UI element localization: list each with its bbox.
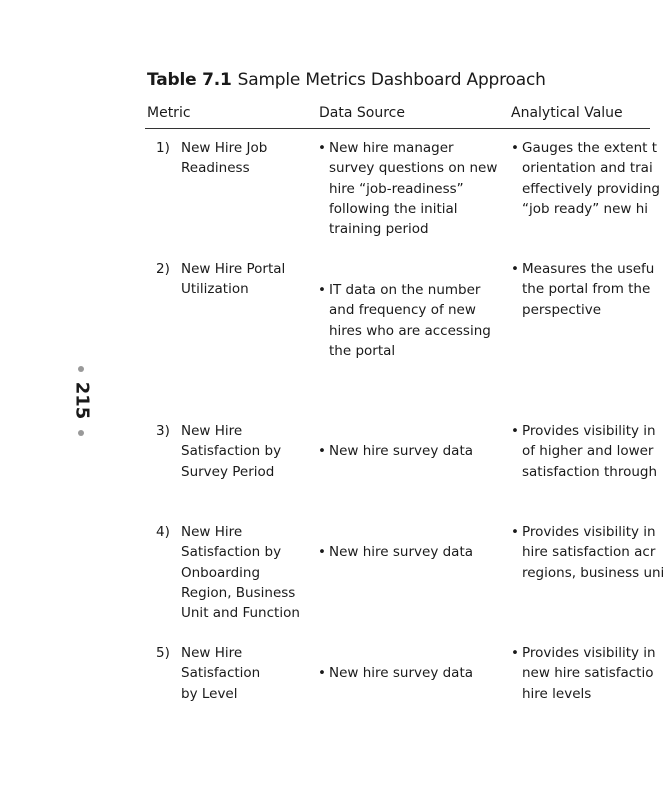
column-header-analytical-value: Analytical Value [511,105,623,121]
source-line: the portal [329,342,396,359]
analytical-value-cell [522,138,660,219]
data-source-cell [329,542,473,562]
analytical-value-cell [522,259,654,320]
value-line: the portal from the [522,281,651,298]
data-source-cell [329,280,491,361]
value-line: of higher and lower [522,443,654,460]
source-line: and frequency of new [329,302,476,319]
value-line: regions, business uni [522,564,664,581]
value-line: Measures the usefu [522,261,655,277]
metric-line: Unit and Function [181,605,300,622]
metric-line: Onboarding [181,564,261,581]
value-line: hire satisfaction acr [522,544,656,561]
metric-cell [181,138,267,179]
bullet: • [511,261,519,277]
metric-line: New Hire [181,423,243,439]
metric-line: Readiness [181,160,250,177]
source-line: hire “job-readiness” [329,180,464,197]
metric-line: New Hire Portal [181,261,286,277]
metric-line: Utilization [181,281,249,298]
source-line: New hire survey data [329,443,474,459]
bullet: • [511,140,519,156]
source-line: New hire survey data [329,665,474,681]
column-header-metric: Metric [147,105,191,121]
table-title: Sample Metrics Dashboard Approach [237,70,546,90]
bullet: • [318,140,326,156]
bullet: • [318,544,326,560]
page-number: 215 [71,381,93,420]
metric-line: New Hire [181,645,243,661]
metric-cell [181,421,281,482]
value-line: Provides visibility in [522,423,656,439]
analytical-value-cell [522,522,664,583]
bullet: • [511,423,519,439]
bullet: • [318,443,326,459]
bullet: • [511,524,519,540]
source-line: New hire manager [329,140,454,156]
metric-line: Region, Business [181,584,296,601]
metric-line: Survey Period [181,463,275,480]
source-line: IT data on the number [329,282,481,298]
bullet: • [318,282,326,298]
row-number: 3) [156,423,170,439]
metric-cell [181,643,260,704]
analytical-value-cell [522,643,656,704]
value-line: effectively providing [522,180,660,197]
source-line: training period [329,221,429,238]
value-line: “job ready” new hi [522,200,649,217]
source-line: New hire survey data [329,544,474,560]
metric-line: Satisfaction by [181,544,282,561]
metric-line: New Hire Job [181,140,268,156]
metric-line: Satisfaction by [181,443,282,460]
metric-line: by Level [181,685,238,702]
value-line: satisfaction through [522,463,658,480]
row-number: 1) [156,140,170,156]
value-line: Gauges the extent t [522,140,658,156]
value-line: perspective [522,301,602,318]
value-line: hire levels [522,685,592,702]
metric-cell [181,522,300,623]
value-line: orientation and trai [522,160,653,177]
metric-line: Satisfaction [181,665,261,682]
data-source-cell [329,138,497,239]
data-source-cell [329,441,473,461]
source-line: following the initial [329,200,458,217]
column-header-data-source: Data Source [319,105,405,121]
page-number-dot [78,430,84,436]
row-number: 2) [156,261,170,277]
value-line: new hire satisfactio [522,665,654,682]
value-line: Provides visibility in [522,645,656,661]
data-source-cell [329,663,473,683]
header-rule [145,128,650,129]
value-line: Provides visibility in [522,524,656,540]
table-label: Table 7.1 [147,70,232,90]
table-caption [147,70,546,90]
metric-cell [181,259,285,300]
bullet: • [318,665,326,681]
source-line: hires who are accessing [329,322,491,339]
metric-line: New Hire [181,524,243,540]
row-number: 4) [156,524,170,540]
row-number: 5) [156,645,170,661]
bullet: • [511,645,519,661]
page-number-dot [78,366,84,372]
analytical-value-cell [522,421,657,482]
source-line: survey questions on new [329,160,498,177]
